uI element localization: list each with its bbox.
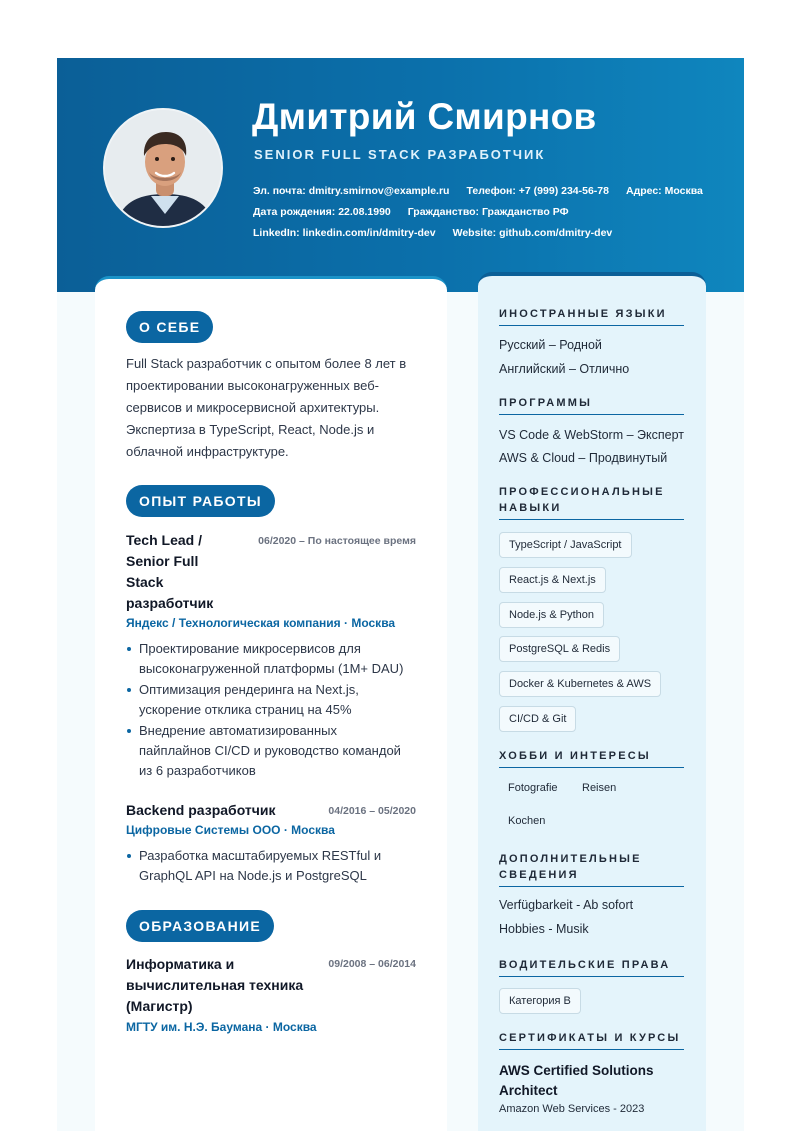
candidate-role: SENIOR FULL STACK РАЗРАБОТЧИК [254,147,546,162]
additional-item: Hobbies - Musik [499,922,589,936]
contact-email[interactable]: Эл. почта: dmitry.smirnov@example.ru [253,184,450,197]
contact-linkedin[interactable]: LinkedIn: linkedin.com/in/dmitry-dev [253,226,436,239]
achievement-item: Оптимизация рендеринга на Next.js, ускорение отклика страниц на 45% [126,680,406,720]
job-title: Tech Lead / Senior Full Stack разработчик [126,532,214,611]
contact-birth-date: Дата рождения: 22.08.1990 [253,205,391,218]
sidebar [478,272,706,1131]
contact-website[interactable]: Website: github.com/dmitry-dev [452,226,613,239]
hobby-item: Kochen [508,815,546,827]
contact-citizenship: Гражданство: Гражданство РФ [407,205,569,218]
job-achievements [126,846,406,887]
additional-item: Verfügbarkeit - Ab sofort [499,898,634,912]
portrait-image [105,110,223,228]
skill-tag: TypeScript / JavaScript [499,532,632,558]
job-achievements [126,639,406,782]
achievement-item: Проектирование микросервисов для высоконагруженной платформы (1M+ DAU) [126,639,406,679]
skill-tag: CI/CD & Git [499,706,576,732]
resume-sheet [57,58,744,1131]
language-item: Английский – Отлично [499,362,630,376]
sidebar-heading-additional: ДОПОЛНИТЕЛЬНЫЕ СВЕДЕНИЯ [499,851,684,887]
certificate-issuer: Amazon Web Services - 2023 [499,1103,645,1115]
skill-tag: Node.js & Python [499,602,604,628]
education-dates: 09/2008 – 06/2014 [328,958,416,970]
about-text: Full Stack разработчик с опытом более 8 лет в проектировании высоконагруженных веб-сервисов и микросервисной архитектуры. Экспертиза в TypeScript, React, Node.js и облачной инфраструктуре. [126,356,407,459]
achievement-item: Внедрение автоматизированных пайплайнов CI/CD и руководство командой из 6 разработчиков [126,721,406,781]
header-banner [57,58,744,292]
skill-tag: React.js & Next.js [499,567,606,593]
education-degree: Информатика и вычислительная техника (Магистр) [126,956,304,1014]
profile-photo [103,108,223,228]
contact-row [253,180,703,201]
sidebar-heading-certificates: СЕРТИФИКАТЫ И КУРСЫ [499,1030,684,1050]
sidebar-heading-hobbies: ХОББИ И ИНТЕРЕСЫ [499,748,684,768]
job-dates: 04/2016 – 05/2020 [328,805,416,817]
job-dates: 06/2020 – По настоящее время [258,535,416,547]
certificate-name: AWS Certified Solutions Architect [499,1063,654,1098]
skill-tag: PostgreSQL & Redis [499,636,620,662]
main-column [95,276,447,1131]
achievement-item: Разработка масштабируемых RESTful и GraphQL API на Node.js и PostgreSQL [126,846,406,886]
sidebar-heading-languages: ИНОСТРАННЫЕ ЯЗЫКИ [499,306,684,326]
contact-phone[interactable]: Телефон: +7 (999) 234-56-78 [466,184,609,197]
job-title: Backend разработчик [126,802,276,818]
license-tag: Категория B [499,988,581,1014]
program-item: AWS & Cloud – Продвинутый [499,451,668,465]
section-title-education: ОБРАЗОВАНИЕ [126,910,274,942]
contact-address: Адрес: Москва [625,184,703,197]
contact-info [253,180,703,243]
job-company: Яндекс / Технологическая компания · Москва [126,616,396,630]
sidebar-heading-skills: ПРОФЕССИОНАЛЬНЫЕ НАВЫКИ [499,484,684,520]
sidebar-heading-programs: ПРОГРАММЫ [499,395,684,415]
contact-row [253,201,703,222]
education-school: МГТУ им. Н.Э. Баумана · Москва [126,1020,317,1034]
skill-tag: Docker & Kubernetes & AWS [499,671,661,697]
section-title-experience: ОПЫТ РАБОТЫ [126,485,275,517]
candidate-name: Дмитрий Смирнов [252,96,597,137]
hobby-item: Reisen [582,782,617,794]
hobby-item: Fotografie [508,782,558,794]
language-item: Русский – Родной [499,338,602,352]
job-company: Цифровые Системы ООО · Москва [126,823,335,837]
sidebar-heading-license: ВОДИТЕЛЬСКИЕ ПРАВА [499,957,684,977]
section-title-about: О СЕБЕ [126,311,213,343]
program-item: VS Code & WebStorm – Эксперт [499,428,684,442]
contact-row [253,222,703,243]
